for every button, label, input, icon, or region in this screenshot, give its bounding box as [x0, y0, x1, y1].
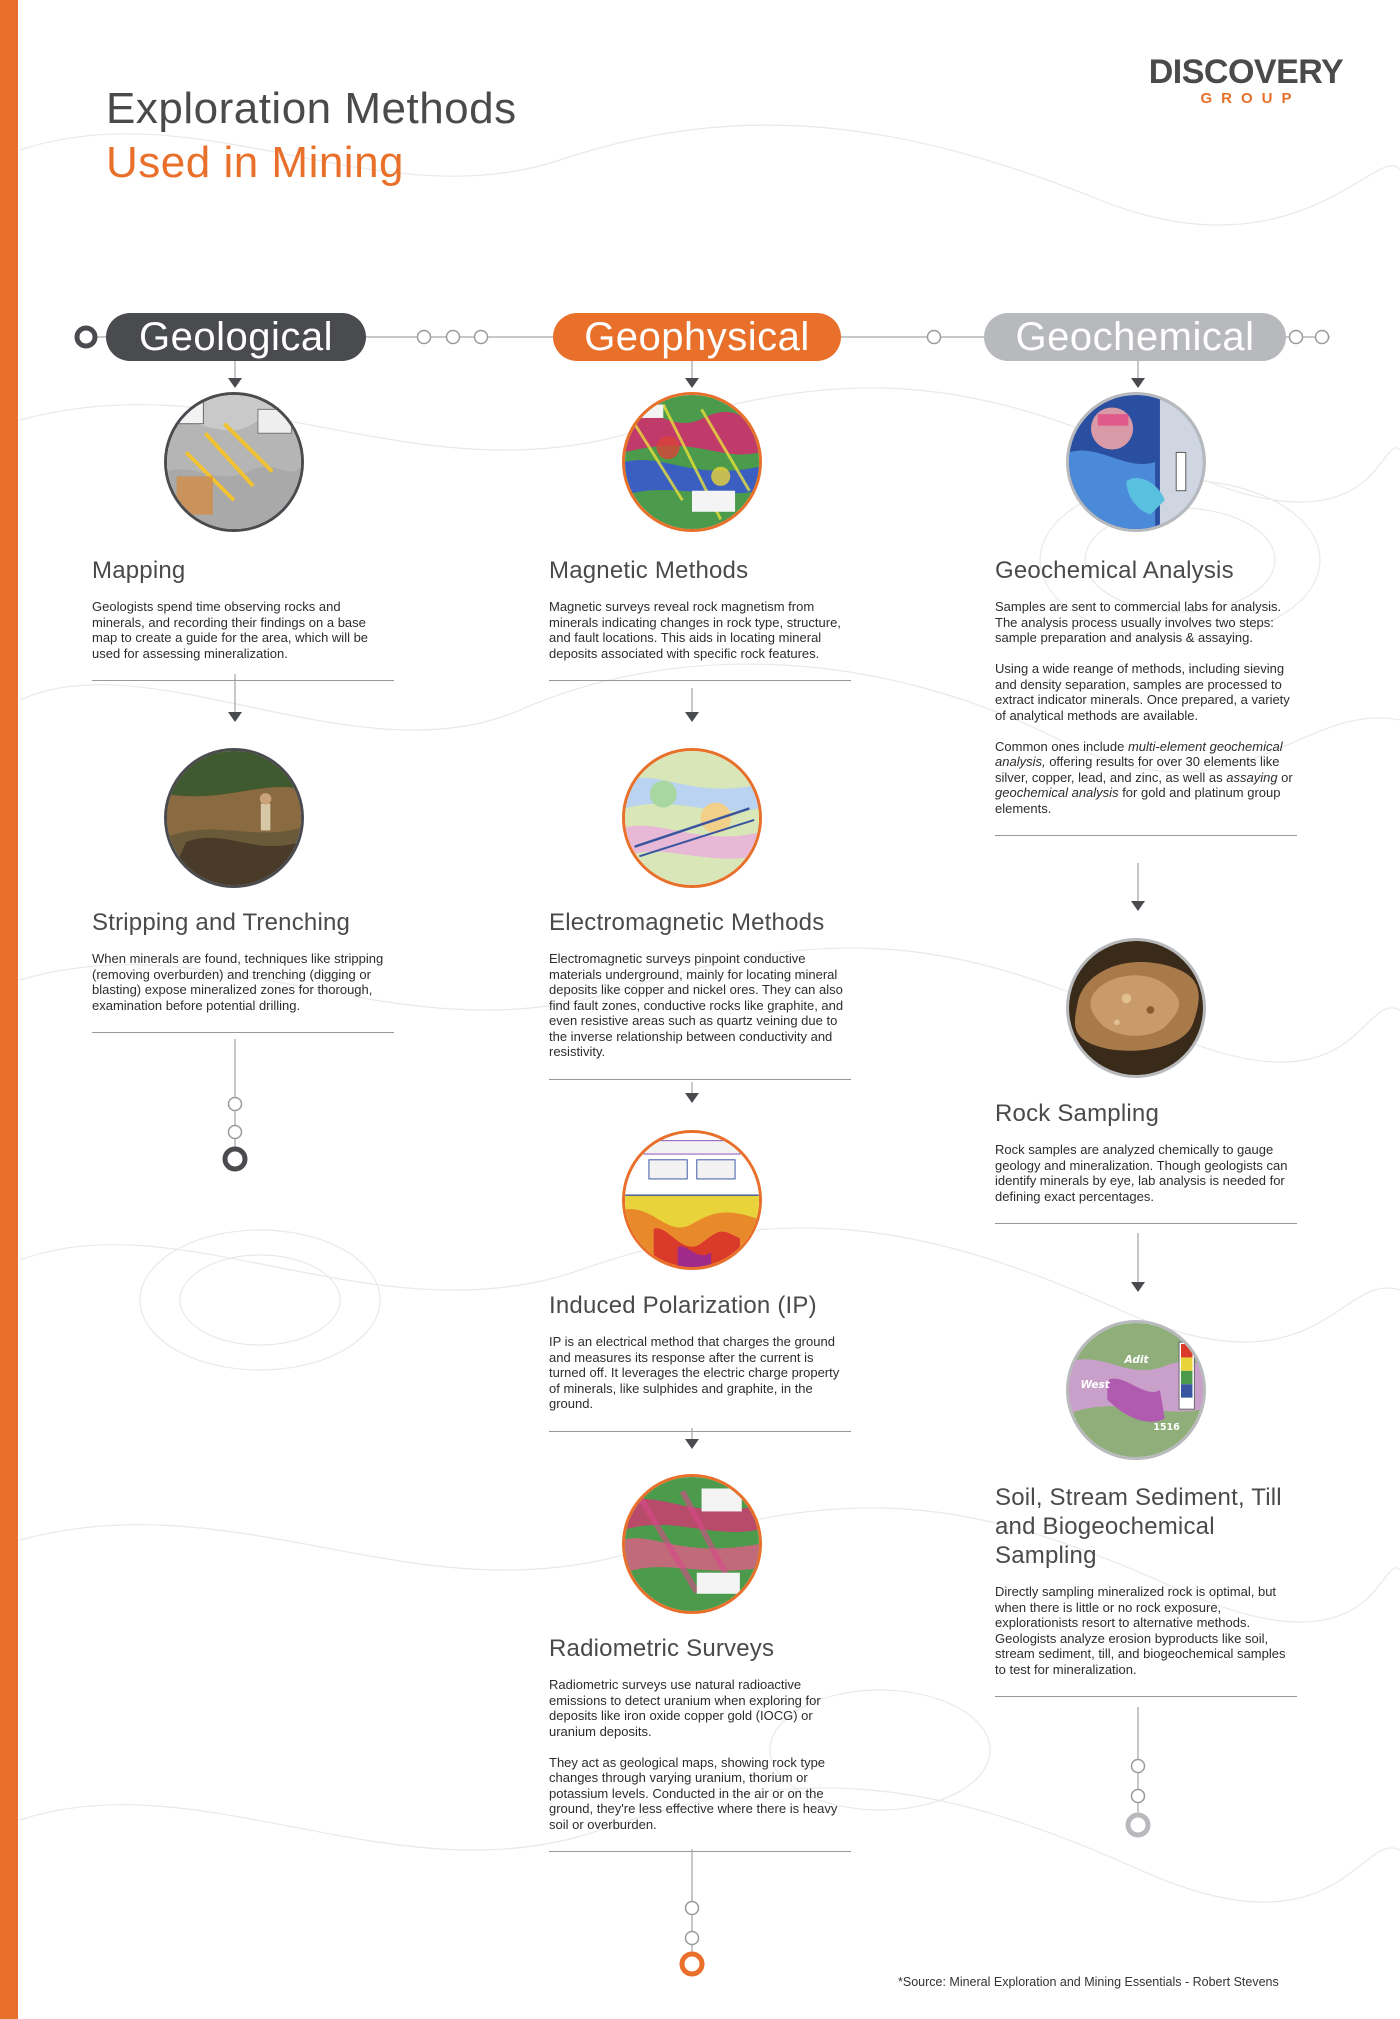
- arrow-down-icon: [1131, 1282, 1145, 1292]
- section-title: Rock Sampling: [995, 1100, 1160, 1127]
- section-body: Using a wide reange of methods, including sieving and density separation, samples are processed to extract indicator minerals. Once prepared, a variety of analytical methods are available.: [995, 661, 1290, 723]
- logo-subtitle: GROUP: [1200, 90, 1301, 107]
- section-body: Geologists spend time observing rocks and minerals, and recording their findings on a base map to create a guide for the area, which will be used for assessing mineralization.: [92, 599, 369, 661]
- logo-wordmark: DISCOVERY: [1148, 53, 1344, 91]
- section-title: Geochemical Analysis: [995, 557, 1234, 584]
- source-citation: *Source: Mineral Exploration and Mining Essentials - Robert Stevens: [898, 1975, 1279, 1989]
- mapping-image: [164, 392, 304, 532]
- section-title: Mapping: [92, 557, 186, 584]
- connector-dot: [418, 331, 431, 344]
- arrow-down-icon: [1131, 378, 1145, 388]
- start-ring-icon: [77, 328, 95, 346]
- section-mapping: [92, 556, 394, 681]
- section-body: Samples are sent to commercial labs for analysis. The analysis process usually involves two steps: sample preparation and analysis & assaying.: [995, 599, 1282, 645]
- connector-dot: [686, 1932, 699, 1945]
- connector-dot: [1132, 1790, 1145, 1803]
- end-ring-icon: [1128, 1815, 1148, 1835]
- end-ring-icon: [682, 1954, 702, 1974]
- map-label-west: West: [1080, 1379, 1110, 1392]
- divider: [92, 680, 394, 681]
- section-body: They act as geological maps, showing rock type changes through varying uranium, thorium or potassium levels. Conducted in the air or on the ground, they're less effective where there is heavy soil or overburden.: [549, 1754, 838, 1832]
- section-body: Rock samples are analyzed chemically to gauge geology and mineralization. Though geologists can identify minerals by eye, lab analysis is needed for defining exact percentages.: [995, 1142, 1288, 1204]
- divider: [549, 1851, 851, 1852]
- section-magnetic-methods: [549, 556, 851, 681]
- magnetic-methods-image: [622, 392, 762, 532]
- section-title: Radiometric Surveys: [549, 1635, 775, 1662]
- category-geochemical: Geochemical: [984, 313, 1286, 361]
- geochemical-analysis-image: [1066, 392, 1206, 532]
- connector-dot: [686, 1902, 699, 1915]
- section-title: Soil, Stream Sediment, Till and Biogeochemical Sampling: [995, 1484, 1282, 1569]
- arrow-down-icon: [685, 712, 699, 722]
- arrow-down-icon: [228, 378, 242, 388]
- section-title: Induced Polarization (IP): [549, 1292, 817, 1319]
- divider: [549, 1431, 851, 1432]
- section-geochemical-analysis: [995, 556, 1297, 836]
- electromagnetic-methods-image: [622, 748, 762, 888]
- section-title: Stripping and Trenching: [92, 909, 351, 936]
- divider: [549, 1079, 851, 1080]
- connector-dot: [1316, 331, 1329, 344]
- divider: [549, 680, 851, 681]
- radiometric-surveys-image: [622, 1474, 762, 1614]
- category-geophysical: Geophysical: [553, 313, 841, 361]
- section-soil-stream-sediment-sampling: [995, 1483, 1297, 1697]
- section-rock-sampling: [995, 1099, 1297, 1224]
- map-label-number: 1516: [1153, 1422, 1180, 1434]
- section-title: Magnetic Methods: [549, 557, 749, 584]
- connector-dot: [229, 1098, 242, 1111]
- arrow-down-icon: [228, 712, 242, 722]
- connector-dot: [928, 331, 941, 344]
- connector-dot: [447, 331, 460, 344]
- section-stripping-trenching: [92, 908, 394, 1033]
- section-electromagnetic-methods: [549, 908, 851, 1080]
- title-line-2: Used in Mining: [106, 138, 405, 187]
- title-line-1: Exploration Methods: [106, 84, 517, 133]
- connector-dot: [1132, 1760, 1145, 1773]
- rock-sampling-image: [1066, 938, 1206, 1078]
- divider: [995, 835, 1297, 836]
- divider: [995, 1696, 1297, 1697]
- section-body: When minerals are found, techniques like stripping (removing overburden) and trenching (digging or blasting) expose mineralized zones for thorough, examination before potential drilling.: [92, 951, 384, 1013]
- section-induced-polarization: [549, 1291, 851, 1432]
- section-body: Radiometric surveys use natural radioactive emissions to detect uranium when exploring for deposits like iron oxide copper gold (IOCG) or uranium deposits.: [549, 1677, 821, 1739]
- section-radiometric-surveys: [549, 1634, 851, 1852]
- divider: [995, 1223, 1297, 1224]
- section-body: IP is an electrical method that charges the ground and measures its response after the current is turned off. It leverages the electric charge property of minerals, like sulphides and graphite, in the ground.: [549, 1334, 840, 1411]
- end-ring-icon: [225, 1149, 245, 1169]
- arrow-down-icon: [685, 1439, 699, 1449]
- section-body: Directly sampling mineralized rock is optimal, but when there is little or no rock exposure, explorationists resort to alternative methods. Geologists analyze erosion byproducts like soil, stream sediment, till, and biogeochemical samples to test for mineralization.: [995, 1584, 1286, 1677]
- section-body: Electromagnetic surveys pinpoint conductive materials underground, mainly for locating mineral deposits like copper and nickel ores. They can also find fault zones, conductive rocks like graphite, and even resistive areas such as quartz veining due to the inverse relationship between conductivity and resistivity.: [549, 951, 844, 1059]
- arrow-down-icon: [1131, 901, 1145, 911]
- connector-dot: [475, 331, 488, 344]
- connector-dot: [229, 1126, 242, 1139]
- arrow-down-icon: [685, 1093, 699, 1103]
- section-body: Common ones include multi-element geochemical analysis, offering results for over 30 elements like silver, copper, lead, and zinc, as well as assaying or geochemical analysis for gold and platinum group elements.: [995, 738, 1293, 816]
- map-label-adit: Adit: [1124, 1354, 1149, 1367]
- section-title: Electromagnetic Methods: [549, 909, 825, 936]
- soil-sampling-map-image: [1066, 1320, 1206, 1460]
- section-body: Magnetic surveys reveal rock magnetism from minerals indicating changes in rock type, structure, and fault locations. This aids in locating mineral deposits associated with specific rock features.: [549, 599, 841, 661]
- arrow-down-icon: [685, 378, 699, 388]
- connector-dot: [1290, 331, 1303, 344]
- divider: [92, 1032, 394, 1033]
- category-geological: Geological: [106, 313, 366, 361]
- induced-polarization-image: [622, 1130, 762, 1270]
- stripping-trenching-image: [164, 748, 304, 888]
